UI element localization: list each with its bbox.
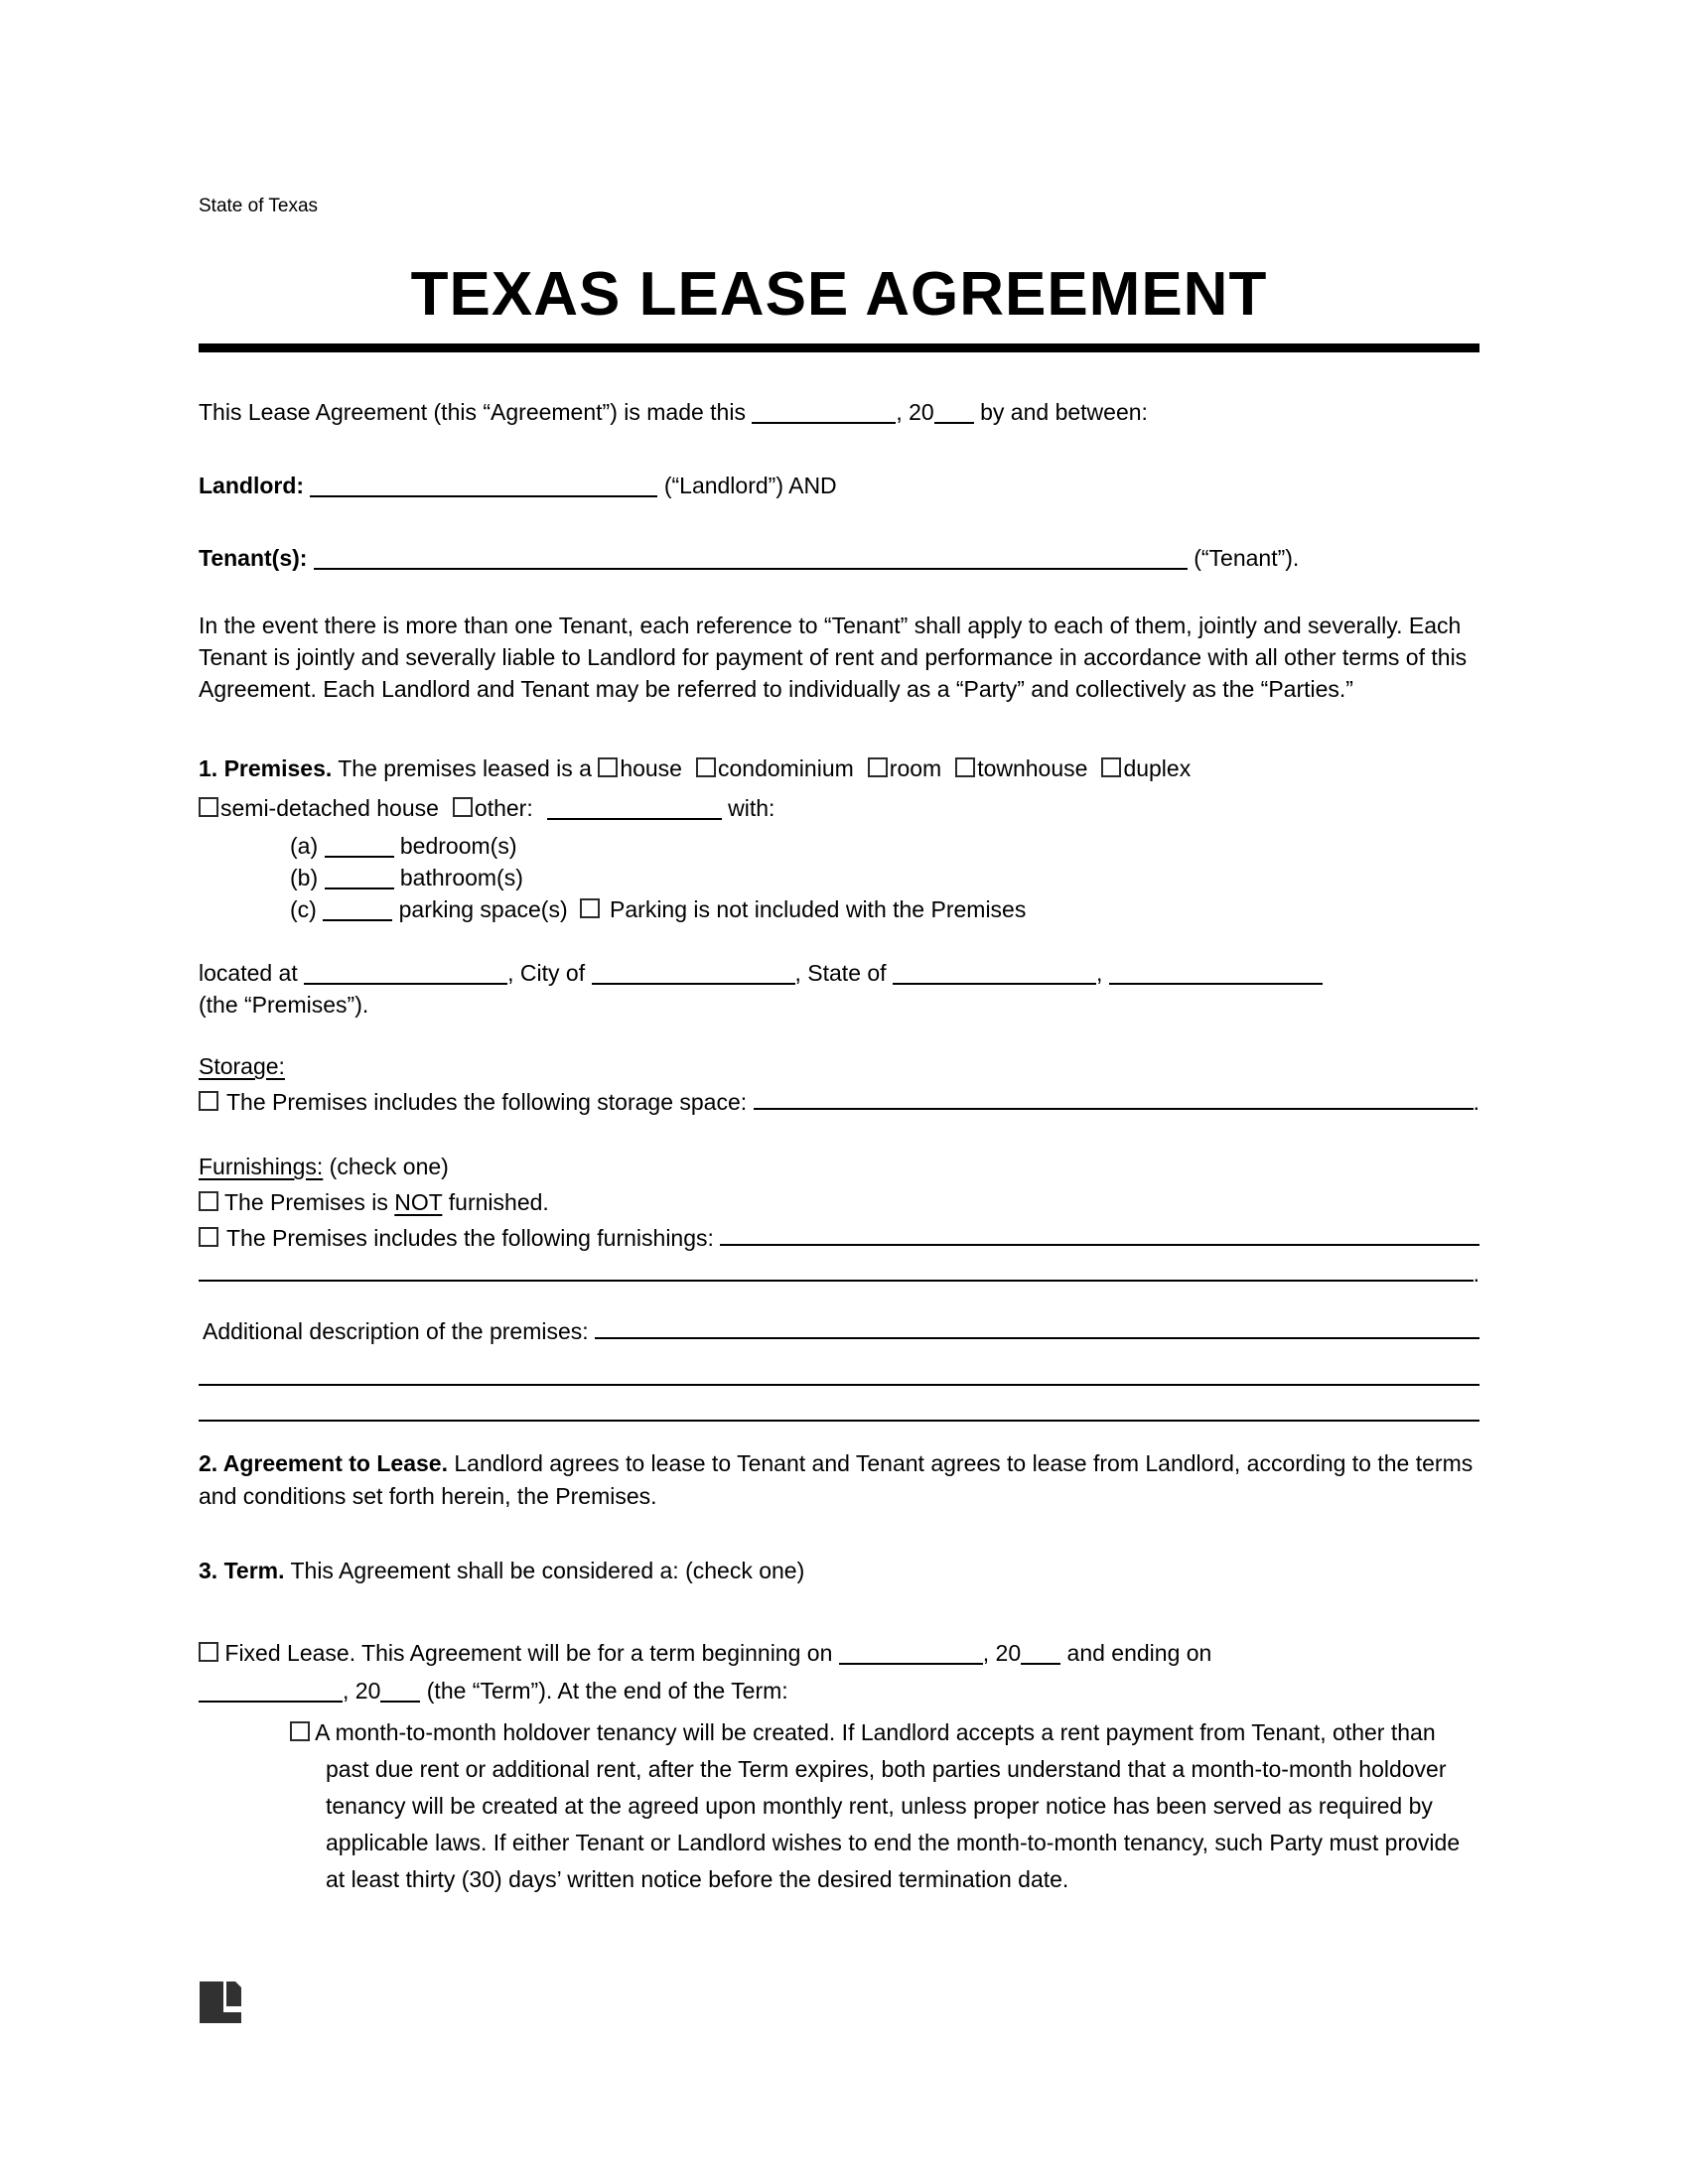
term-end-year-field[interactable] — [380, 1697, 420, 1703]
checkbox-not-furnished[interactable] — [199, 1191, 218, 1211]
state-label-text: , State of — [794, 960, 893, 986]
parking-not-included-label: Parking is not included with the Premises — [603, 896, 1027, 922]
not-word: NOT — [394, 1189, 443, 1215]
fixed-lease-post: (the “Term”). At the end of the Term: — [420, 1678, 788, 1704]
premises-option-condominium — [696, 755, 854, 781]
checkbox-house[interactable] — [598, 757, 618, 777]
storage-space-field[interactable] — [754, 1108, 1474, 1110]
legaltemplates-logo — [200, 1981, 241, 2023]
additional-description-field-line2[interactable] — [199, 1350, 1479, 1386]
checkbox-duplex[interactable] — [1101, 757, 1121, 777]
bathrooms-field[interactable] — [325, 884, 394, 889]
storage-line — [199, 1085, 1479, 1119]
checkbox-condominium[interactable] — [696, 757, 716, 777]
street-address-field[interactable] — [304, 979, 507, 985]
not-furnished-pre: The Premises is — [218, 1189, 395, 1215]
premises-with-label: with: — [721, 795, 775, 821]
city-label-text: , City of — [507, 960, 592, 986]
furnishings-continuation-line — [199, 1257, 1479, 1291]
bedrooms-suffix: bedroom(s) — [393, 833, 517, 859]
checkbox-room[interactable] — [868, 757, 888, 777]
premises-option-semi-detached — [199, 795, 439, 821]
premises-paragraph — [199, 749, 1479, 828]
furnishings-included-text: The Premises includes the following furnishings: — [226, 1225, 721, 1251]
agreement-to-lease-paragraph — [199, 1447, 1479, 1513]
term-body-text: This Agreement shall be considered a: (check one) — [284, 1558, 805, 1583]
premises-option-townhouse — [955, 755, 1087, 781]
tenant-line — [199, 542, 1479, 574]
furnishings-continuation-period: . — [1473, 1261, 1479, 1287]
logo-page-icon — [226, 1981, 241, 2006]
option-label-townhouse: townhouse — [977, 755, 1088, 781]
premises-number-label: 1. Premises. — [199, 755, 333, 781]
term-begin-year-field[interactable] — [1021, 1659, 1060, 1665]
furnishings-heading-tail: (check one) — [323, 1154, 449, 1179]
landlord-label: Landlord: — [199, 473, 305, 498]
landlord-line — [199, 470, 1479, 501]
bathrooms-prefix: (b) — [290, 865, 325, 890]
premises-option-duplex — [1101, 755, 1191, 781]
storage-line-text: The Premises includes the following storage space: — [226, 1089, 754, 1115]
additional-description-field[interactable] — [595, 1337, 1479, 1339]
title-rule — [199, 343, 1479, 352]
checkbox-other[interactable] — [453, 797, 473, 817]
bedrooms-field[interactable] — [325, 852, 394, 858]
premises-option-other — [453, 795, 533, 821]
other-type-field[interactable] — [547, 814, 722, 820]
state-field[interactable] — [893, 979, 1096, 985]
premises-option-room — [868, 755, 941, 781]
storage-heading — [199, 1050, 1479, 1082]
date-year-field[interactable] — [934, 418, 974, 424]
fixed-lease-mid1: , 20 — [982, 1640, 1022, 1666]
landlord-text-post: (“Landlord”) AND — [657, 473, 837, 498]
fixed-lease-mid2: and ending on — [1060, 1640, 1212, 1666]
premises-detail-list — [290, 830, 1479, 925]
located-at-line — [199, 957, 1479, 1021]
intro-line — [199, 396, 1479, 428]
page-title: TEXAS LEASE AGREEMENT — [410, 260, 1268, 329]
option-label-semi-detached: semi-detached house — [220, 795, 439, 821]
option-label-house: house — [620, 755, 682, 781]
term-number-label: 3. Term. — [199, 1558, 285, 1583]
term-begin-date-field[interactable] — [839, 1659, 983, 1665]
tenant-label: Tenant(s): — [199, 545, 308, 571]
storage-period: . — [1473, 1089, 1479, 1115]
holdover-paragraph — [290, 1714, 1479, 1898]
additional-description-field-line3[interactable] — [199, 1386, 1479, 1422]
furnishings-heading-text: Furnishings: — [199, 1154, 324, 1179]
agreement-body-text: Landlord agrees to lease to Tenant and Tenant agrees to lease from Landlord, according to the terms and conditions set forth herein, the Premises. — [199, 1450, 1474, 1509]
bathrooms-line — [290, 862, 1479, 893]
furnishings-heading — [199, 1151, 1479, 1182]
option-label-duplex: duplex — [1123, 755, 1192, 781]
city-field[interactable] — [592, 979, 795, 985]
bedrooms-prefix: (a) — [290, 833, 325, 859]
parking-suffix: parking space(s) — [392, 896, 568, 922]
intro-text-pre: This Lease Agreement (this “Agreement”) is made this — [199, 399, 753, 425]
holdover-text: A month-to-month holdover tenancy will be created. If Landlord accepts a rent payment from Tenant, other than past due rent or additional rent, after the Term expires, both parties understand that a month-to-month holdover tenancy will be created at the agreed upon monthly rent, unless proper notice has been served as required by applicable laws. If either Tenant or Landlord wishes to end the month-to-month tenancy, such Party must provide at least thirty (30) days’ written notice before the desired termination date. — [310, 1719, 1461, 1892]
zip-field[interactable] — [1109, 979, 1323, 985]
furnishings-field[interactable] — [720, 1244, 1479, 1246]
parking-line — [290, 893, 1479, 925]
furnishings-included-line — [199, 1221, 1479, 1255]
checkbox-includes-furnishings[interactable] — [199, 1227, 218, 1247]
fixed-lease-paragraph — [199, 1634, 1479, 1709]
term-paragraph — [199, 1555, 1479, 1586]
storage-heading-text: Storage: — [199, 1053, 285, 1079]
premises-lead-text: The premises leased is a — [332, 755, 599, 781]
fixed-lease-mid3: , 20 — [343, 1678, 381, 1704]
not-furnished-line — [199, 1185, 1479, 1219]
parking-spaces-field[interactable] — [323, 915, 392, 921]
not-furnished-post: furnished. — [442, 1189, 549, 1215]
checkbox-parking-not-included[interactable] — [580, 898, 600, 918]
parking-prefix: (c) — [290, 896, 324, 922]
premises-tail-text: (the “Premises”). — [199, 992, 369, 1018]
additional-description-line — [199, 1314, 1479, 1348]
bathrooms-suffix: bathroom(s) — [393, 865, 523, 890]
checkbox-storage-space[interactable] — [199, 1091, 218, 1111]
fixed-lease-pre: Fixed Lease. This Agreement will be for a term beginning on — [218, 1640, 839, 1666]
option-label-condominium: condominium — [717, 755, 854, 781]
furnishings-field-continuation[interactable] — [199, 1280, 1474, 1282]
logo-l-bottom-bar — [200, 2012, 241, 2023]
premises-option-house — [598, 755, 682, 781]
bedrooms-line — [290, 830, 1479, 862]
checkbox-townhouse[interactable] — [955, 757, 975, 777]
option-label-other: other: — [474, 795, 533, 821]
checkbox-holdover-tenancy[interactable] — [290, 1721, 310, 1741]
tenant-text-post: (“Tenant”). — [1187, 545, 1300, 571]
date-day-field[interactable] — [752, 418, 896, 424]
joint-liability-paragraph: In the event there is more than one Tenant, each reference to “Tenant” shall apply to each of them, jointly and severally. Each Tenant is jointly and severally liable to Landlord for payment of rent and performance in accordance with all other terms of this Agreement. Each Landlord and Tenant may be referred to individually as a “Party” and collectively as the “Parties.” — [199, 613, 1468, 702]
term-end-date-field[interactable] — [199, 1697, 343, 1703]
located-pre-text: located at — [199, 960, 305, 986]
comma-text: , — [1095, 960, 1109, 986]
agreement-number-label: 2. Agreement to Lease. — [199, 1450, 448, 1476]
checkbox-fixed-lease[interactable] — [199, 1642, 218, 1662]
additional-description-label: Additional description of the premises: — [203, 1318, 596, 1344]
state-label: State of Texas — [199, 196, 319, 216]
option-label-room: room — [889, 755, 942, 781]
tenant-names-field[interactable] — [314, 564, 1188, 570]
intro-text-mid: , 20 — [896, 399, 934, 425]
landlord-name-field[interactable] — [310, 491, 657, 497]
checkbox-semi-detached[interactable] — [199, 797, 218, 817]
intro-text-post: by and between: — [973, 399, 1148, 425]
